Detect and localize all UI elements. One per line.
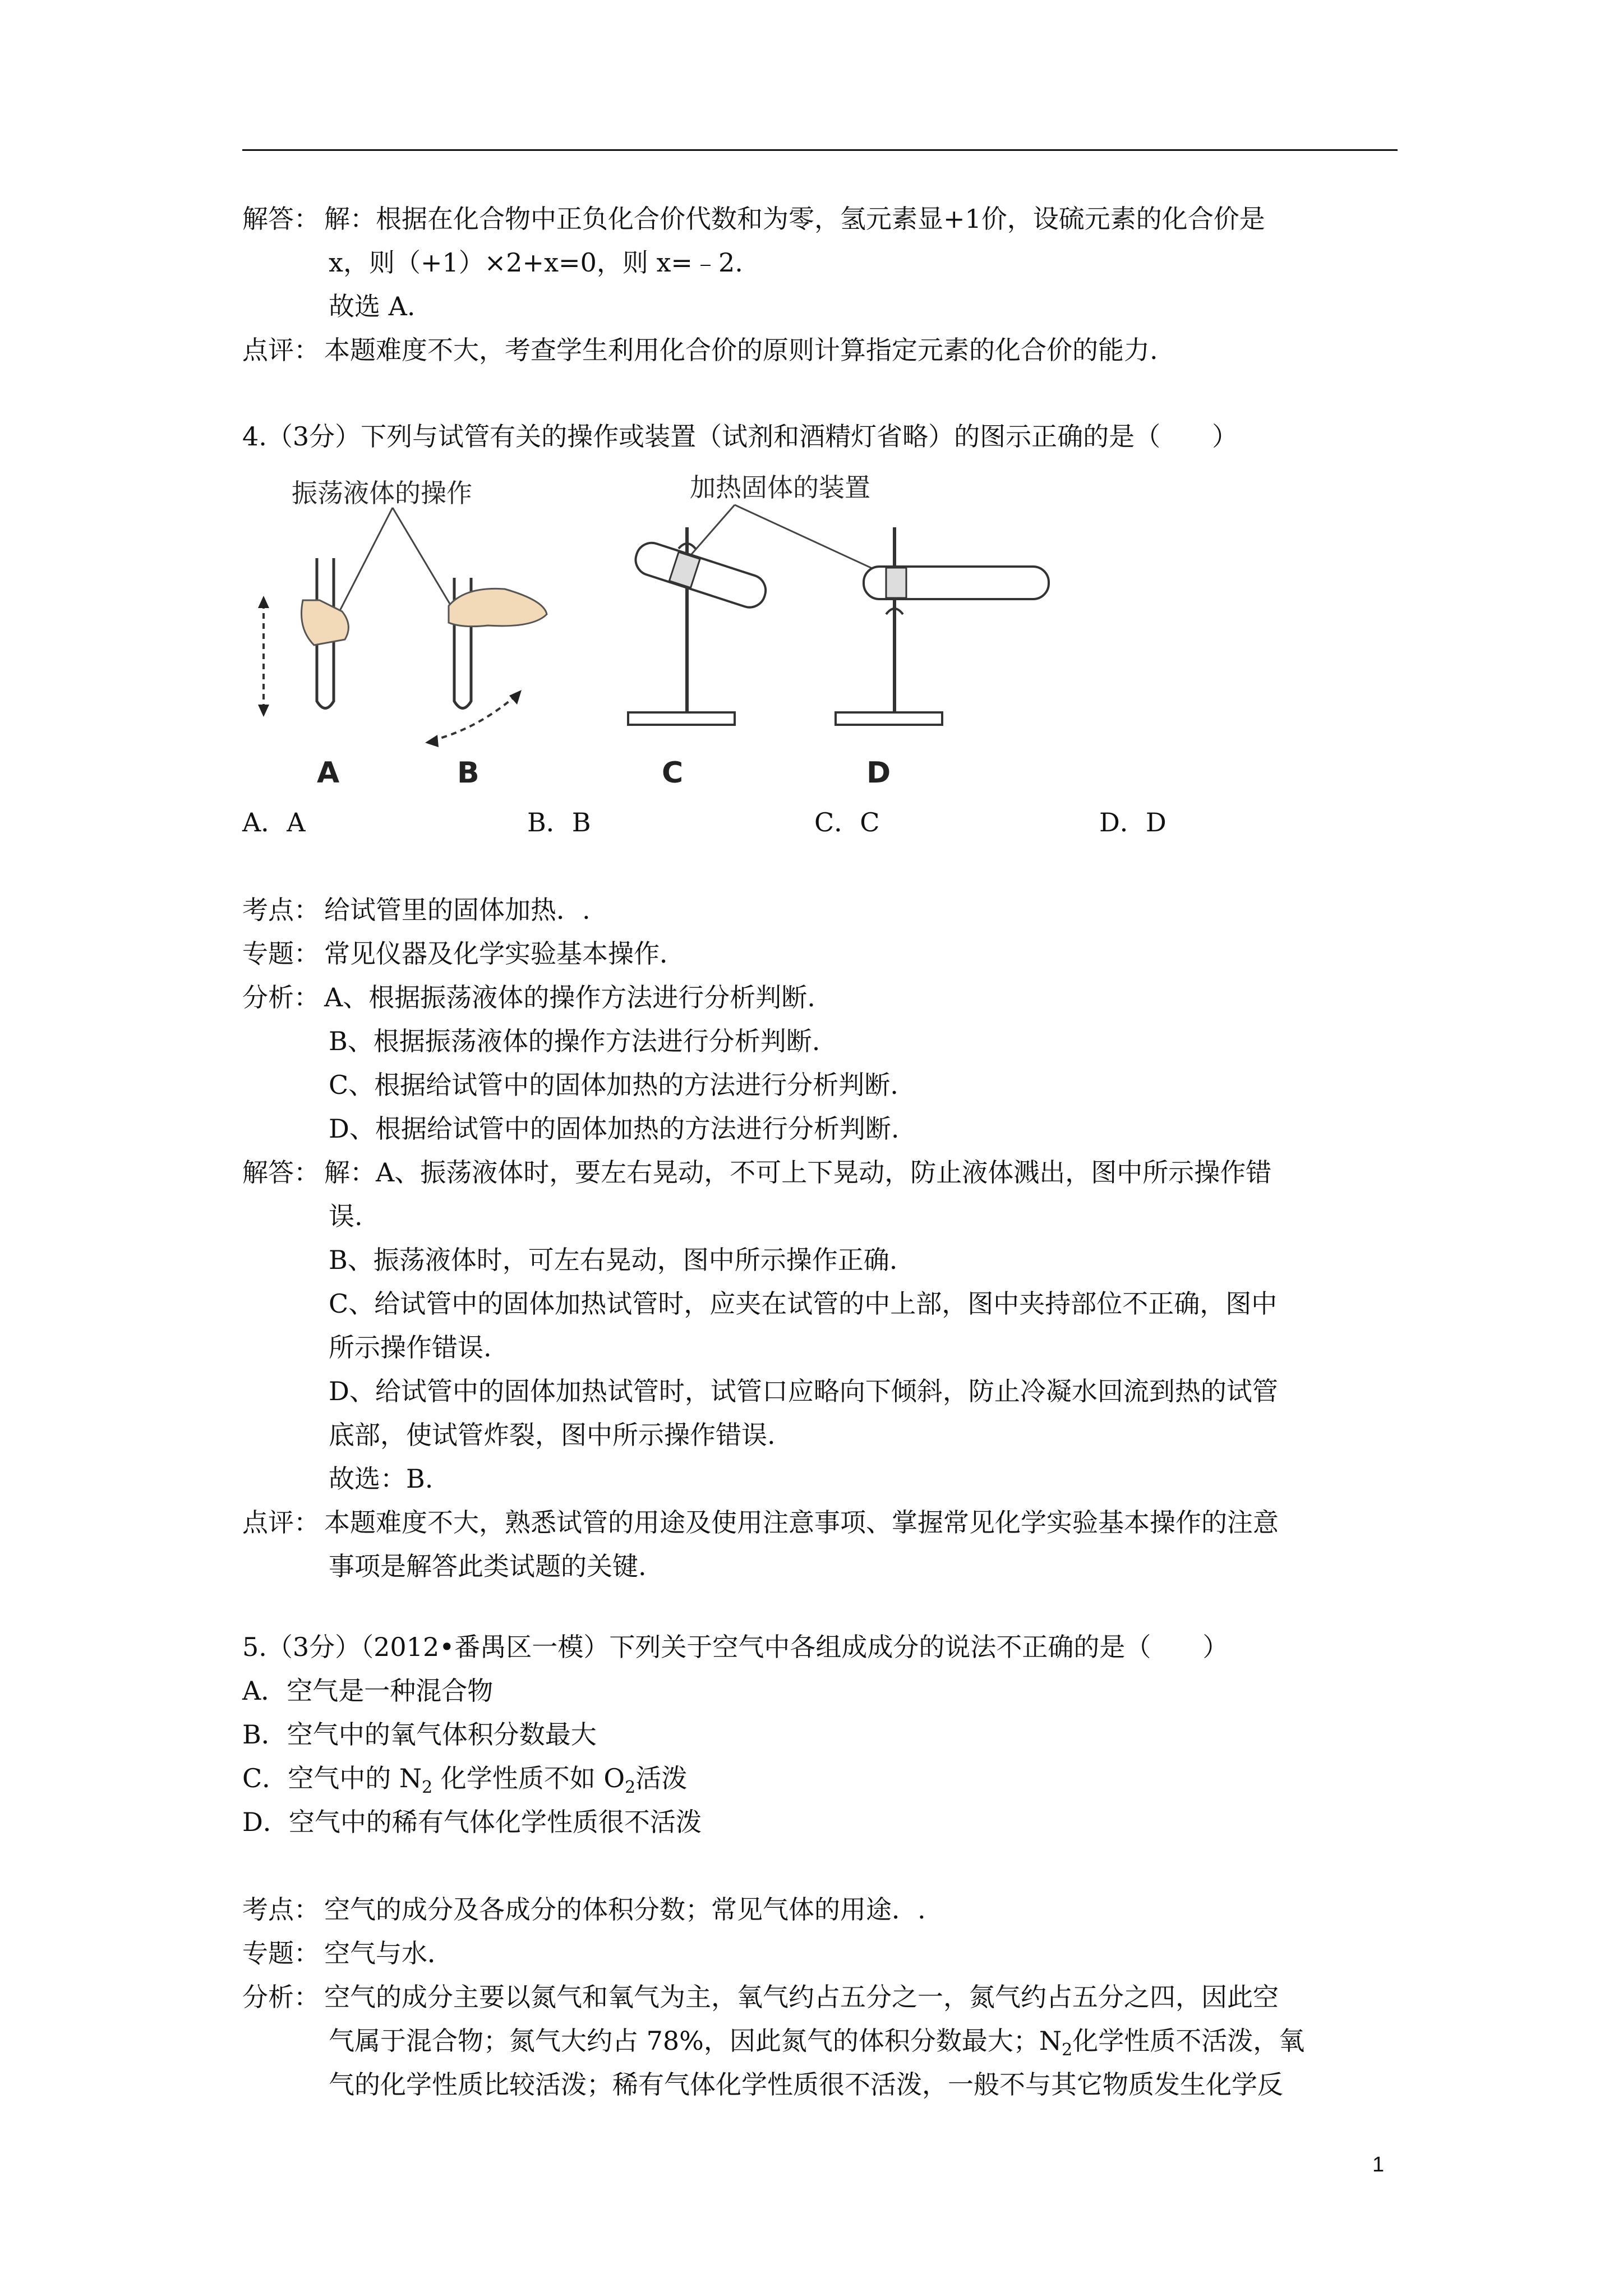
test-tube-b bbox=[425, 578, 547, 747]
q3-answer-label: 解答： bbox=[242, 204, 320, 234]
q4-zhuanti: 常见仪器及化学实验基本操作． bbox=[324, 938, 685, 969]
q4-analysis-label: 分析： bbox=[242, 982, 320, 1013]
q3-comment-line: 本题难度不大，考查学生利用化合价的原则计算指定元素的化合价的能力. bbox=[324, 335, 1158, 365]
figure-label-c: C bbox=[662, 756, 684, 790]
q4-comment-line: 事项是解答此类试题的关键. bbox=[329, 1551, 647, 1581]
heating-apparatus-c bbox=[628, 527, 769, 725]
q4-answer-line: C、给试管中的固体加热试管时，应夹在试管的中上部，图中夹持部位不正确，图中 bbox=[329, 1289, 1278, 1319]
figure-caption-heat: 加热固体的装置 bbox=[690, 472, 870, 503]
q5-analysis-line: 气的化学性质比较活泼；稀有气体化学性质很不活泼，一般不与其它物质发生化学反 bbox=[329, 2069, 1283, 2100]
q4-comment-label: 点评： bbox=[242, 1507, 320, 1538]
figure-label-b: B bbox=[457, 756, 479, 790]
header-rule bbox=[242, 149, 1398, 151]
q4-comment-line: 本题难度不大，熟悉试管的用途及使用注意事项、掌握常见化学实验基本操作的注意 bbox=[324, 1507, 1279, 1538]
q4-answer-line: 底部，使试管炸裂，图中所示操作错误. bbox=[329, 1420, 776, 1450]
q3-answer-choice: 故选 A. bbox=[329, 291, 416, 321]
q4-option-c: C．C bbox=[814, 807, 880, 838]
q4-kaodian-label: 考点： bbox=[242, 895, 320, 925]
q4-kaodian: 给试管里的固体加热．. bbox=[324, 895, 591, 925]
q4-answer-label: 解答： bbox=[242, 1157, 320, 1188]
test-tube-a bbox=[258, 558, 348, 717]
q3-comment-label: 点评： bbox=[242, 335, 320, 365]
q5-zhuanti: 空气与水． bbox=[324, 1938, 453, 1968]
figure-label-d: D bbox=[866, 756, 891, 790]
q4-answer-line: B、振荡液体时，可左右晃动，图中所示操作正确. bbox=[329, 1245, 898, 1275]
q5-option-d: D．空气中的稀有气体化学性质很不活泼 bbox=[242, 1807, 702, 1837]
q4-analysis-line: A、根据振荡液体的操作方法进行分析判断. bbox=[324, 982, 815, 1013]
q4-answer-choice: 故选：B. bbox=[329, 1464, 434, 1494]
page-number: 1 bbox=[1372, 2153, 1385, 2177]
q4-zhuanti-label: 专题： bbox=[242, 938, 320, 969]
q5-option-c: C．空气中的 $N_2$ 化学性质不如 $O_2$活泼 bbox=[242, 1763, 688, 1797]
q3-answer-line: x，则（+1）×2+x=0，则 x=﹣2. bbox=[329, 247, 743, 278]
figure-caption-shake: 振荡液体的操作 bbox=[292, 478, 472, 508]
q4-figure bbox=[241, 460, 1088, 797]
q4-option-a: A．A bbox=[242, 807, 306, 838]
q4-option-d: D．D bbox=[1099, 807, 1166, 838]
q5-kaodian: 空气的成分及各成分的体积分数；常见气体的用途．. bbox=[324, 1894, 926, 1925]
q4-analysis-line: B、根据振荡液体的操作方法进行分析判断. bbox=[329, 1026, 820, 1056]
q5-analysis-label: 分析： bbox=[242, 1982, 320, 2012]
q4-analysis-line: C、根据给试管中的固体加热的方法进行分析判断. bbox=[329, 1070, 898, 1100]
q3-answer-line: 解：根据在化合物中正负化合价代数和为零，氢元素显+1价，设硫元素的化合价是 bbox=[324, 204, 1265, 234]
q4-answer-line: 解：A、振荡液体时，要左右晃动，不可上下晃动，防止液体溅出，图中所示操作错 bbox=[324, 1157, 1272, 1188]
q4-answer-line: D、给试管中的固体加热试管时，试管口应略向下倾斜，防止冷凝水回流到热的试管 bbox=[329, 1376, 1278, 1406]
q4-answer-line: 所示操作错误. bbox=[329, 1332, 492, 1363]
q4-analysis-line: D、根据给试管中的固体加热的方法进行分析判断. bbox=[329, 1114, 900, 1144]
q5-analysis-line: 气属于混合物；氮气大约占 78%，因此氮气的体积分数最大；$N_2$化学性质不活泼，氧 bbox=[329, 2026, 1305, 2060]
q5-option-a: A．空气是一种混合物 bbox=[242, 1676, 494, 1706]
q5-option-b: B．空气中的氧气体积分数最大 bbox=[242, 1719, 597, 1750]
q5-kaodian-label: 考点： bbox=[242, 1894, 320, 1925]
figure-label-a: A bbox=[317, 756, 340, 790]
q5-analysis-line: 空气的成分主要以氮气和氧气为主，氧气约占五分之一，氮气约占五分之四，因此空 bbox=[324, 1982, 1279, 2012]
heating-apparatus-d bbox=[836, 527, 1049, 725]
q5-stem: 5.（3分）（2012•番禺区一模）下列关于空气中各组成成分的说法不正确的是（ ） bbox=[242, 1632, 1229, 1662]
q4-answer-line: 误. bbox=[329, 1201, 363, 1231]
q4-stem: 4.（3分）下列与试管有关的操作或装置（试剂和酒精灯省略）的图示正确的是（ ） bbox=[242, 421, 1238, 452]
q4-option-b: B．B bbox=[527, 807, 591, 838]
q5-zhuanti-label: 专题： bbox=[242, 1938, 320, 1968]
